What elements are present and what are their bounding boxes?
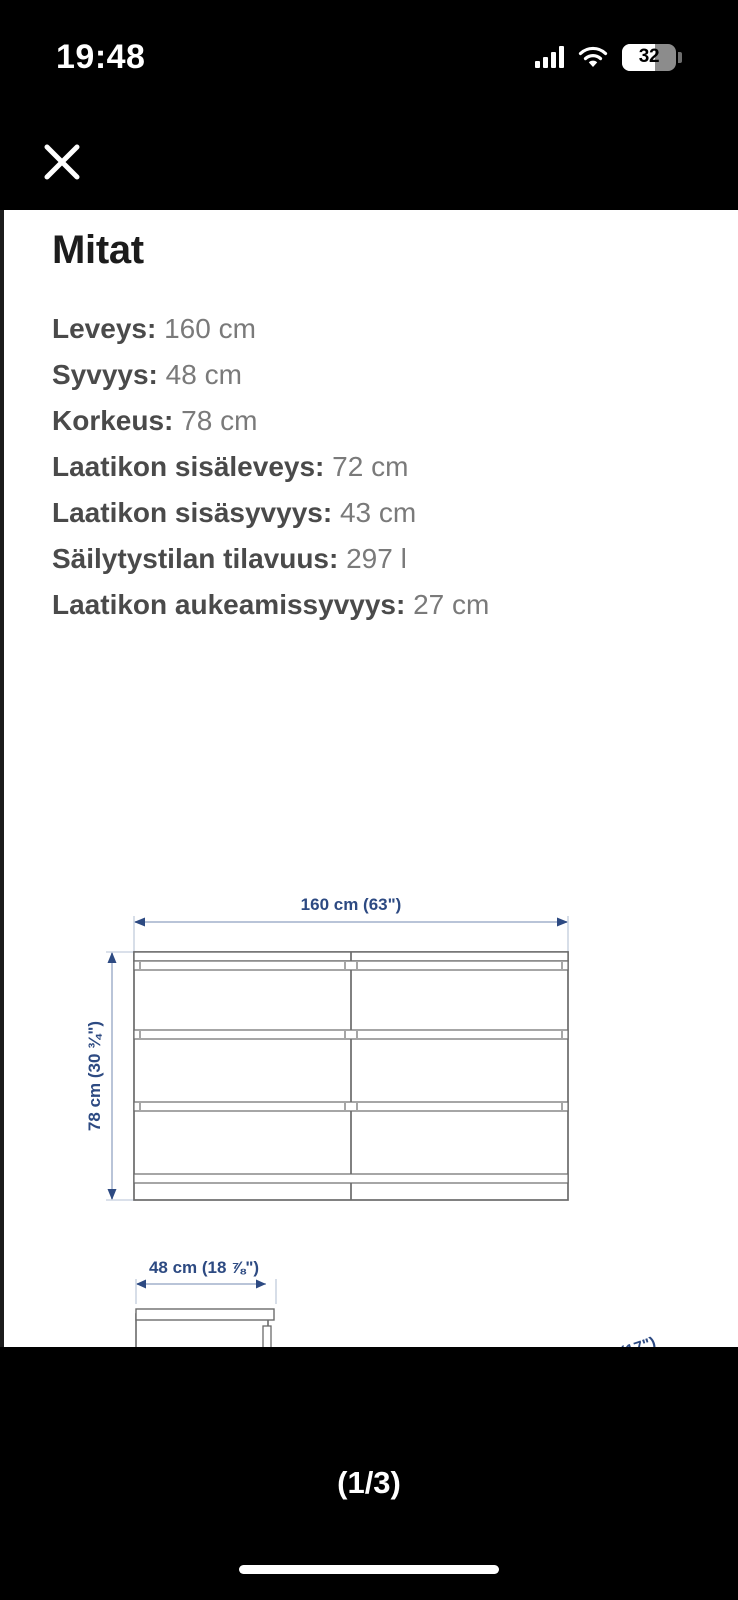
status-bar — [0, 0, 738, 100]
spec-label: Laatikon aukeamissyvyys: — [52, 589, 406, 620]
battery-icon — [622, 44, 682, 71]
spec-label: Laatikon sisäsyvyys: — [52, 497, 333, 528]
page-title: Mitat — [52, 228, 144, 272]
spec-row — [52, 352, 692, 398]
spec-value: 43 cm — [339, 497, 417, 528]
cellular-bars-icon — [535, 46, 564, 68]
front-width-dimension-label: 160 cm (63") — [300, 895, 402, 914]
spec-row — [52, 306, 692, 352]
wifi-icon — [578, 46, 608, 68]
close-x-icon — [41, 141, 83, 183]
spec-label: Säilytystilan tilavuus: — [52, 543, 339, 574]
front-elevation-drawing — [85, 895, 568, 1200]
spec-value: 297 l — [346, 543, 407, 574]
spec-value: 27 cm — [413, 589, 490, 620]
technical-drawings — [4, 670, 738, 1330]
spec-row — [52, 444, 692, 490]
side-depth-dimension-label: 48 cm (18 ⅞") — [148, 1258, 260, 1277]
spec-row — [52, 536, 692, 582]
status-bar-indicators — [535, 44, 682, 71]
close-button[interactable] — [36, 136, 88, 188]
status-bar-time: 19:48 — [56, 37, 146, 76]
spec-label: Leveys: — [52, 313, 157, 344]
spec-label: Korkeus: — [52, 405, 174, 436]
content-sheet — [0, 210, 738, 1347]
page-indicator: (1/3) — [337, 1465, 401, 1500]
spec-value: 48 cm — [165, 359, 242, 390]
footer-bar — [0, 1347, 738, 1600]
battery-level-label: 32 — [638, 46, 660, 67]
spec-value: 72 cm — [332, 451, 409, 482]
spec-value: 78 cm — [181, 405, 258, 436]
spec-label: Laatikon sisäleveys: — [52, 451, 325, 482]
spec-row — [52, 490, 692, 536]
specifications-list — [52, 306, 692, 628]
spec-label: Syvyys: — [52, 359, 158, 390]
home-indicator-bar[interactable] — [239, 1565, 499, 1574]
spec-row — [52, 398, 692, 444]
spec-value: 160 cm — [164, 313, 256, 344]
spec-row — [52, 582, 692, 628]
front-height-dimension-label: 78 cm (30 ¾") — [85, 1020, 104, 1132]
